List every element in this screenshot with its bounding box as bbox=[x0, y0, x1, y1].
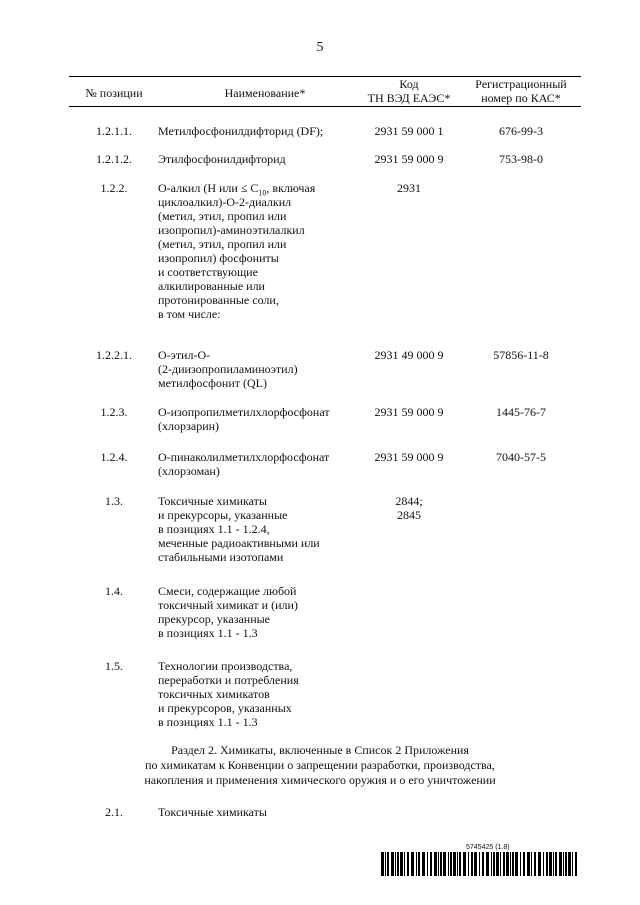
row-name: О-изопропилметилхлорфосфонат (хлорзарин) bbox=[158, 405, 330, 433]
row-cas-number: 57856-11-8 bbox=[493, 348, 549, 362]
row-name: Метилфосфонилдифторид (DF); bbox=[158, 124, 324, 138]
row-cas-number: 7040-57-5 bbox=[496, 450, 546, 464]
header-cas: Регистрационный номер по КАС* bbox=[475, 77, 567, 105]
row-2-1-position: 2.1. bbox=[105, 805, 123, 819]
row-position: 1.2.4. bbox=[100, 450, 128, 464]
table-header-rule bbox=[69, 106, 581, 107]
row-position: 1.2.2. bbox=[100, 181, 128, 195]
row-name: О-пинаколилметилхлорфосфонат (хлорзоман) bbox=[158, 450, 330, 478]
barcode bbox=[381, 852, 578, 876]
header-position: № позиции bbox=[85, 86, 143, 100]
row-code: 2844; 2845 bbox=[395, 494, 423, 522]
row-name: Смеси, содержащие любой токсичный химикат и (или) прекурсор, указанные в позициях 1.1 - 1.3 bbox=[158, 584, 298, 640]
page-number: 5 bbox=[316, 40, 324, 55]
header-code: Код ТН ВЭД ЕАЭС* bbox=[367, 77, 451, 105]
row-position: 1.2.1.2. bbox=[96, 152, 132, 166]
row-name: циклоалкил)-О-2-диалкил (метил, этил, пропил или изопропил)-аминоэтилалкил (метил, этил, пропил или изопропил) фосфониты и соответствующие алкилированные или протонированные соли, в том числе: bbox=[158, 195, 305, 321]
row-code: 2931 59 000 9 bbox=[374, 450, 444, 464]
row-position: 1.3. bbox=[105, 494, 123, 508]
row-cas-number: 676-99-3 bbox=[499, 124, 543, 138]
row-code: 2931 59 000 9 bbox=[374, 405, 444, 419]
barcode-number: 5745425 (1.8) bbox=[466, 844, 510, 851]
section-2-heading: Раздел 2. Химикаты, включенные в Список 2 Приложения по химикатам к Конвенции о запрещении разработки, производства, накопления и применения химического оружия и о его уничтожении bbox=[144, 743, 496, 787]
row-name: Технологии производства, переработки и потребления токсичных химикатов и прекурсоров, указанных в позициях 1.1 - 1.3 bbox=[158, 659, 299, 729]
row-code: 2931 bbox=[397, 181, 421, 195]
row-cas-number: 1445-76-7 bbox=[496, 405, 546, 419]
header-name: Наименование* bbox=[224, 86, 306, 100]
row-position: 1.4. bbox=[105, 584, 123, 598]
row-name: О-этил-О- (2-диизопропиламиноэтил) метилфосфонит (QL) bbox=[158, 348, 298, 390]
row-code: 2931 49 000 9 bbox=[374, 348, 444, 362]
row-position: 1.2.3. bbox=[100, 405, 128, 419]
row-name: Токсичные химикаты и прекурсоры, указанные в позициях 1.1 - 1.2.4, меченные радиоактивными или стабильными изотопами bbox=[158, 494, 320, 564]
row-code: 2931 59 000 1 bbox=[374, 124, 444, 138]
row-position: 1.2.2.1. bbox=[96, 348, 132, 362]
row-position: 1.2.1.1. bbox=[96, 124, 132, 138]
row-2-1-name: Токсичные химикаты bbox=[158, 805, 267, 819]
row-1-2-2-name-first-line: О-алкил (Н или ≤ $C_{10}$, включая bbox=[158, 181, 316, 198]
row-position: 1.5. bbox=[105, 659, 123, 673]
row-name: Этилфосфонилдифторид bbox=[158, 152, 286, 166]
row-cas-number: 753-98-0 bbox=[499, 152, 543, 166]
row-code: 2931 59 000 9 bbox=[374, 152, 444, 166]
